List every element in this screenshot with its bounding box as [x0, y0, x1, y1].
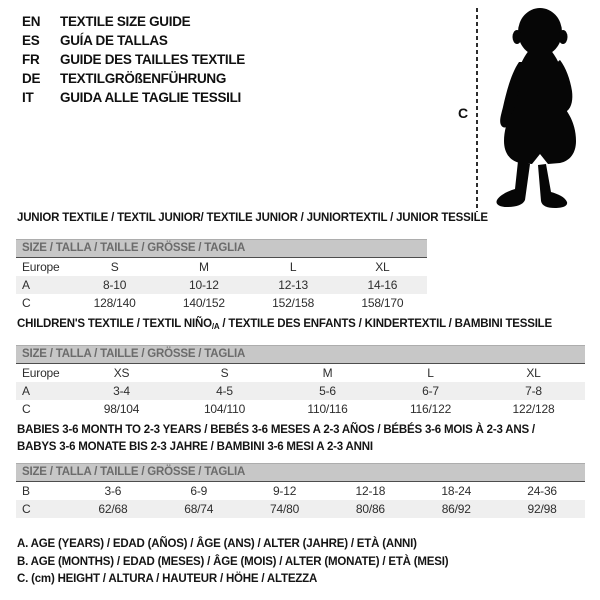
babies-size-table: [16, 463, 585, 518]
age-cell: 14-16: [367, 278, 398, 292]
height-cell: 98/104: [103, 402, 140, 416]
table-row: [16, 382, 585, 400]
row-label: A: [22, 384, 30, 398]
size-cell: S: [110, 260, 119, 274]
table-row: [16, 258, 427, 276]
height-cell: 152/158: [272, 296, 315, 310]
lang-label-fr: GUIDE DES TAILLES TEXTILE: [60, 52, 246, 67]
children-size-table: [16, 345, 585, 418]
height-measure-label: C: [458, 105, 469, 121]
age-cell: 3-6: [104, 484, 122, 498]
row-label: C: [22, 296, 31, 310]
children-table-title: [17, 318, 552, 331]
size-cell: XL: [526, 366, 541, 380]
table-row: [16, 482, 585, 500]
lang-code-de: DE: [22, 71, 41, 86]
height-cell: 158/170: [361, 296, 404, 310]
height-cell: 128/140: [93, 296, 136, 310]
lang-row-it: [22, 88, 245, 107]
table-row: [16, 500, 585, 518]
babies-size-header-bar: SIZE / TALLA / TAILLE / GRÖSSE / TAGLIA: [16, 463, 585, 481]
size-cell: M: [322, 366, 333, 380]
size-cell: L: [289, 260, 297, 274]
height-cell: 92/98: [527, 502, 557, 516]
legend-footnotes: [17, 538, 448, 591]
lang-label-de: TEXTILGRÖßENFÜHRUNG: [60, 71, 227, 86]
row-label: Europe: [22, 260, 60, 274]
children-size-header-bar: SIZE / TALLA / TAILLE / GRÖSSE / TAGLIA: [16, 345, 585, 363]
height-cell: 86/92: [441, 502, 471, 516]
age-cell: 18-24: [441, 484, 472, 498]
lang-code-it: IT: [22, 90, 34, 105]
babies-title-line2: BABYS 3-6 MONATE BIS 2-3 JAHRE / BAMBINI 3-6 MESI A 2-3 ANNI: [17, 440, 373, 453]
babies-title-line1: BABIES 3-6 MONTH TO 2-3 YEARS / BEBÉS 3-6 MESES A 2-3 AÑOS / BÉBÉS 3-6 MOIS À 2-3 ANS /: [17, 424, 535, 436]
lang-label-it: GUIDA ALLE TAGLIE TESSILI: [60, 90, 241, 105]
row-label: A: [22, 278, 30, 292]
children-title-subscript: /A: [211, 322, 220, 331]
height-cell: 122/128: [512, 402, 555, 416]
age-cell: 5-6: [319, 384, 336, 398]
age-cell: 12-13: [278, 278, 308, 292]
babies-table-title: [17, 422, 535, 455]
age-cell: 8-10: [103, 278, 127, 292]
footnote-age-months: B. AGE (MONTHS) / EDAD (MESES) / ÂGE (MOIS) / ALTER (MONATE) / ETÀ (MESI): [17, 555, 449, 568]
footnote-age-years: A. AGE (YEARS) / EDAD (AÑOS) / ÂGE (ANS) / ALTER (JAHRE) / ETÀ (ANNI): [17, 538, 417, 550]
lang-row-de: [22, 69, 245, 88]
row-label: B: [22, 484, 30, 498]
junior-size-table: [16, 239, 427, 312]
lang-label-en: TEXTILE SIZE GUIDE: [60, 14, 191, 29]
lang-label-es: GUÍA DE TALLAS: [60, 33, 168, 48]
size-cell: M: [198, 260, 209, 274]
age-cell: 7-8: [525, 384, 542, 398]
junior-table-title: JUNIOR TEXTILE / TEXTIL JUNIOR/ TEXTILE JUNIOR / JUNIORTEXTIL / JUNIOR TESSILE: [17, 212, 488, 224]
lang-row-en: [22, 12, 245, 31]
row-label: Europe: [22, 366, 60, 380]
junior-size-header-bar: SIZE / TALLA / TAILLE / GRÖSSE / TAGLIA: [16, 239, 427, 257]
children-title-pre: CHILDREN'S TEXTILE / TEXTIL NIÑO: [17, 318, 212, 330]
height-cell: 116/122: [409, 402, 452, 416]
age-cell: 24-36: [527, 484, 557, 498]
height-cell: 140/152: [182, 296, 225, 310]
age-cell: 6-9: [190, 484, 208, 498]
age-cell: 6-7: [422, 384, 439, 398]
row-label: C: [22, 402, 31, 416]
table-row: [16, 364, 585, 382]
children-title-post: / TEXTILE DES ENFANTS / KINDERTEXTIL / BAMBINI TESSILE: [219, 318, 552, 330]
size-cell: L: [427, 366, 434, 380]
age-cell: 9-12: [272, 484, 297, 498]
lang-code-en: EN: [22, 14, 41, 29]
height-cell: 68/74: [184, 502, 214, 516]
lang-row-es: [22, 31, 245, 50]
size-cell: XL: [375, 260, 390, 274]
baby-silhouette-image: [483, 5, 597, 211]
language-header: [22, 12, 245, 107]
height-cell: 62/68: [98, 502, 128, 516]
size-cell: XS: [113, 366, 130, 380]
age-cell: 12-18: [355, 484, 386, 498]
table-row: [16, 276, 427, 294]
lang-code-fr: FR: [22, 52, 40, 67]
height-measure-dashed-line: [476, 8, 478, 212]
row-label: C: [22, 502, 31, 516]
height-cell: 80/86: [355, 502, 385, 516]
lang-code-es: ES: [22, 33, 40, 48]
age-cell: 3-4: [113, 384, 130, 398]
lang-row-fr: [22, 50, 245, 69]
height-cell: 110/116: [307, 402, 348, 416]
size-cell: S: [220, 366, 229, 380]
table-row: [16, 294, 427, 312]
age-cell: 10-12: [189, 278, 219, 292]
height-cell: 104/110: [203, 402, 246, 416]
height-cell: 74/80: [270, 502, 300, 516]
age-cell: 4-5: [216, 384, 233, 398]
footnote-height-cm: C. (cm) HEIGHT / ALTURA / HAUTEUR / HÖHE / ALTEZZA: [17, 573, 318, 585]
table-row: [16, 400, 585, 418]
